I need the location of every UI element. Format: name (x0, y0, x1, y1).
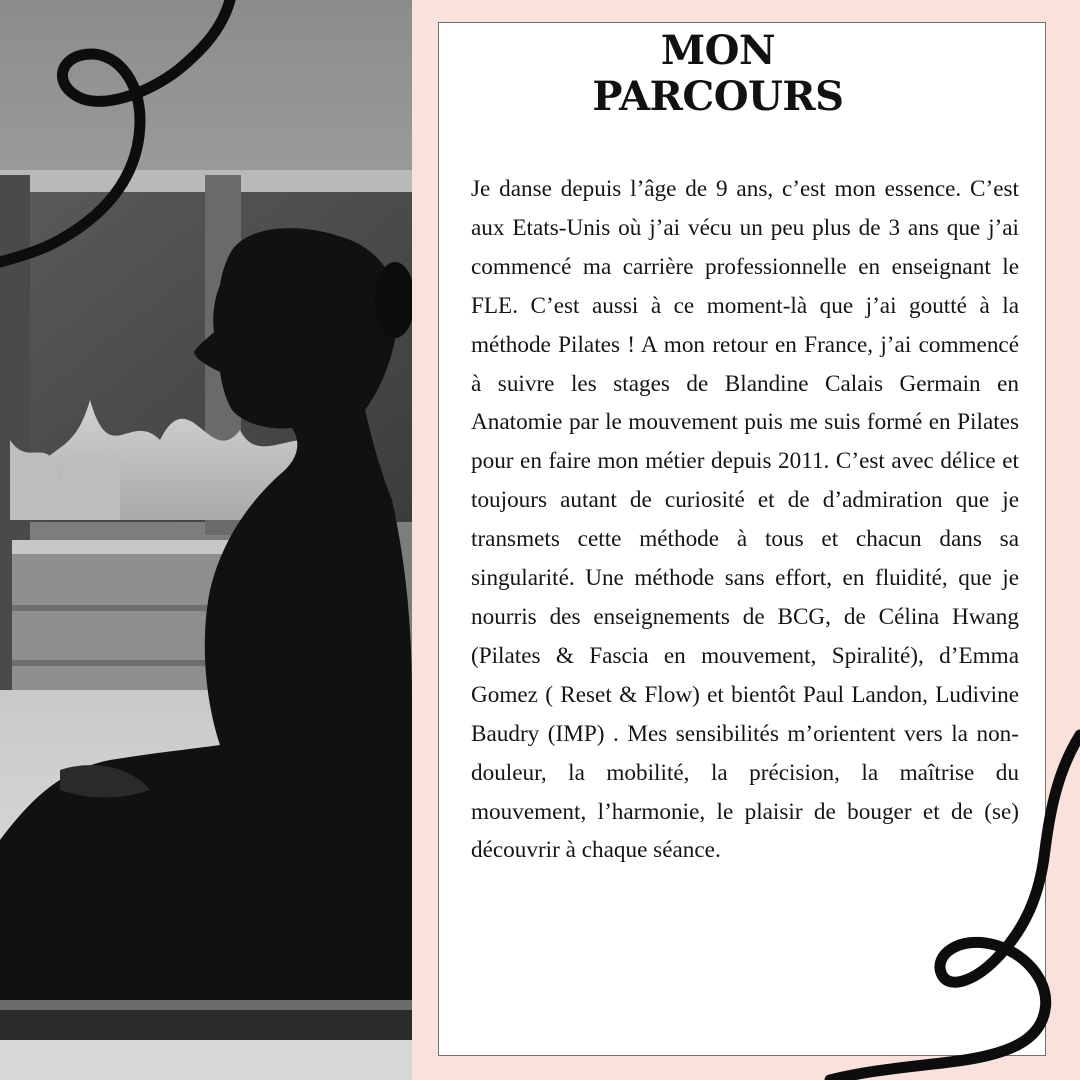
title-line-2: PARCOURS (592, 73, 844, 120)
woman-meditating-photo (0, 0, 412, 1080)
photo-panel (0, 0, 412, 1080)
title-line-1: MON (660, 27, 776, 74)
bio-paragraph: Je danse depuis l’âge de 9 ans, c’est mon essence. C’est aux Etats-Unis où j’ai vécu un peu plus de 3 ans que j’ai commencé ma carrière professionnelle en enseignant le FLE. C’est aussi à ce moment-là que j’ai goutté à la méthode Pilates ! A mon retour en France, j’ai commencé à suivre les stages de Blandine Calais Germain en Anatomie par le mouvement puis me suis formé en Pilates pour en faire mon métier depuis 2011. C’est avec délice et toujours autant de curiosité et de d’admiration que je transmets cette méthode à tous et chacun dans sa singularité. Une méthode sans effort, en fluidité, que je nourris des enseignements de BCG, de Célina Hwang (Pilates & Fascia en mouvement, Spiralité), d’Emma Gomez ( Reset & Flow) et bientôt Paul Landon, Ludivine Baudry (IMP) . Mes sensibilités m’orientent vers la non-douleur, la mobilité, la précision, la maîtrise du mouvement, l’harmonie, le plaisir de bouger et de (se) découvrir à chaque séance. (471, 176, 1019, 864)
page-title (438, 28, 998, 120)
